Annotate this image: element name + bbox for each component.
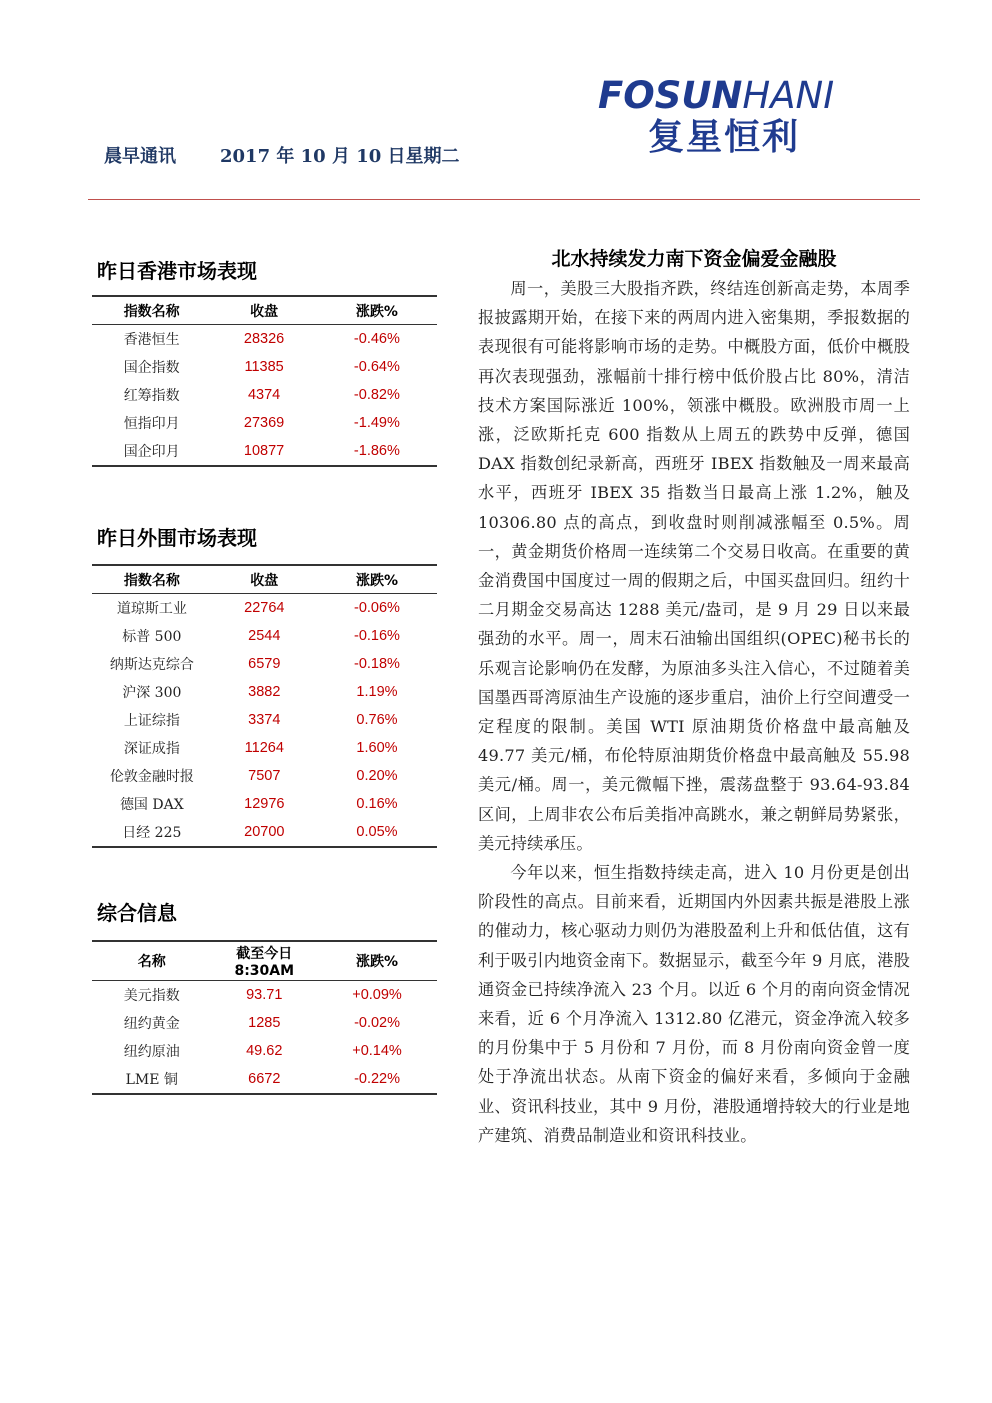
- table-row: 沪深 300 3882 1.19%: [122, 684, 398, 701]
- global-market-table: [92, 564, 437, 848]
- header-divider: [88, 199, 920, 200]
- logo-chinese: 复星恒利: [648, 117, 801, 158]
- col-header: 指数名称: [92, 565, 212, 594]
- report-date: 2017 年 10 月 10 日星期二: [220, 146, 460, 167]
- article-paragraph: 今年以来，恒生指数持续走高，进入 10 月份更是创出阶段性的高点。目前来看，近期国内外因素共振是港股上涨的催动力，核心驱动力则仍为港股盈利上升和低估值，这有利于吸引内地资金南下。数据显示，截至今年 9 月底，港股通资金已持续净流入 23 个月。以近 6 个月的南向资金情况来看，近 6 个月净流入 1312.80 亿港元，资金净流入较多的月份集中于 5 月份和 7 月份，而 8 月份南向资金曾一度处于净流出状态。从南下资金的偏好来看，多倾向于金融业、资讯科技业，其中 9 月份，港股通增持较大的行业是地产建筑、消费品制造业和资讯科技业。: [478, 863, 910, 1145]
- table-row: LME 铜 6672 -0.22%: [92, 1065, 437, 1094]
- hk-market-table: [92, 295, 437, 467]
- table-row: 纽约原油 49.62 +0.14%: [123, 1043, 402, 1060]
- col-header: 涨跌%: [317, 296, 437, 325]
- table-row: 深证成指 11264 1.60%: [123, 740, 398, 757]
- article-title: 北水持续发力南下资金偏爱金融股: [551, 248, 837, 270]
- table-row: 道琼斯工业 22764 -0.06%: [116, 600, 400, 617]
- table-row: 美元指数 93.71 +0.09%: [123, 987, 402, 1004]
- article-body: [478, 274, 910, 1150]
- table-row: 国企印月 10877 -1.86%: [92, 437, 437, 466]
- table-row: 标普 500 2544 -0.16%: [122, 628, 400, 645]
- article-paragraph: 周一，美股三大股指齐跌，终结连创新高走势，本周季报披露期开始，在接下来的两周内进入密集期，季报数据的表现很有可能将影响市场的走势。中概股方面，低价中概股再次表现强劲，涨幅前十排行榜中低价股占比 80%，清洁技术方案国际涨近 100%，领涨中概股。欧洲股市周一上涨，泛欧斯托克 600 指数从上周五的跌势中反弹，德国 DAX 指数创纪录新高，西班牙 IBEX 指数触及一周来最高水平，西班牙 IBEX 35 指数当日最高上涨 1.2%，触及 10306.80 点的高点，到收盘时则削减涨幅至 0.5%。周一，黄金期货价格周一连续第二个交易日收高。在重要的黄金消费国中国度过一周的假期之后，中国买盘回归。纽约十二月期金交易高达 1288 美元/盎司，是 9 月 29 日以来最强劲的水平。周一，周末石油输出国组织(OPEC)秘书长的乐观言论影响仍在发酵，为原油多头注入信心，不过随着美国墨西哥湾原油生产设施的逐步重启，油价上行空间遭受一定程度的限制。美国 WTI 原油期货价格盘中最高触及 49.77 美元/桶，布伦特原油期货价格盘中最高触及 55.98 美元/桶。周一，美元微幅下挫，震荡盘整于 93.64-93.84 区间，上周非农公布后美指冲高跳水，兼之朝鲜局势紧张，美元持续承压。: [478, 279, 910, 853]
- col-header: 名称: [92, 941, 211, 981]
- page-header: [0, 0, 992, 200]
- table-row: 恒指印月 27369 -1.49%: [123, 415, 400, 432]
- table-row: 纽约黄金 1285 -0.02%: [123, 1015, 401, 1032]
- col-header: 收盘: [211, 296, 316, 325]
- report-name: 晨早通讯: [104, 146, 176, 167]
- report-header: [104, 142, 460, 168]
- col-header: 指数名称: [92, 296, 211, 325]
- company-logo: [598, 76, 892, 162]
- table-row: 德国 DAX 12976 0.16%: [119, 796, 398, 813]
- table-row: 国企指数 11385 -0.64%: [123, 359, 400, 376]
- col-header: 截至今日 8:30AM: [211, 941, 317, 981]
- hk-market-title: 昨日香港市场表现: [97, 259, 257, 283]
- table-row: 伦敦金融时报 7507 0.20%: [109, 768, 398, 785]
- col-header: 涨跌%: [317, 565, 437, 594]
- table-row: 红筹指数 4374 -0.82%: [123, 387, 400, 404]
- table-row: 纳斯达克综合 6579 -0.18%: [109, 656, 400, 673]
- table-row: 日经 225 20700 0.05%: [92, 818, 437, 847]
- table-row: 上证综指 3374 0.76%: [123, 712, 398, 729]
- article-column: [478, 244, 910, 1150]
- col-header: 涨跌%: [317, 941, 437, 981]
- global-market-title: 昨日外围市场表现: [97, 526, 257, 550]
- table-row: 香港恒生 28326 -0.46%: [123, 331, 400, 348]
- logo-english: FOSUNHANI: [598, 74, 835, 117]
- col-header: 收盘: [212, 565, 317, 594]
- general-info-title: 综合信息: [97, 901, 177, 925]
- general-info-table: [92, 940, 437, 1095]
